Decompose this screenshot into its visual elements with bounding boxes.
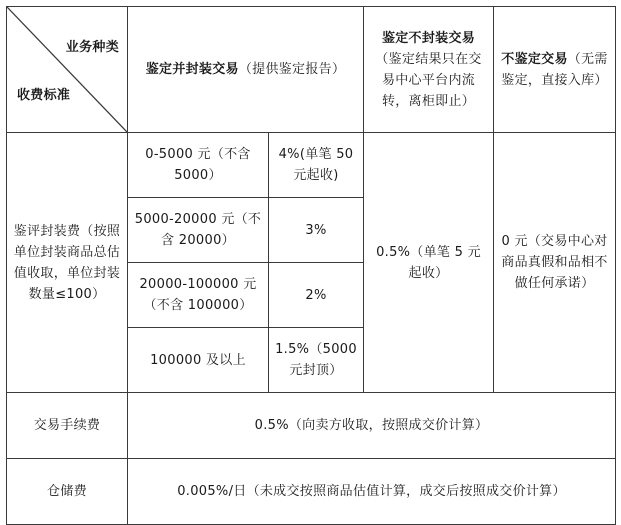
appraisal-fee-label: 鉴评封装费（按照单位封装商品总估值收取，单位封装数量≤100）: [7, 133, 128, 393]
tier-rate: 4%(单笔 50 元起收): [269, 133, 364, 198]
header-no-appraisal-title: 不鉴定交易: [501, 51, 568, 67]
header-row: [7, 7, 616, 133]
header-no-seal-trade-note: （鉴定结果只在交易中心平台内流转，离柜即止）: [375, 51, 482, 109]
storage-fee-label: 仓储费: [7, 459, 128, 525]
header-no-seal-trade-title: 鉴定不封装交易: [381, 30, 476, 46]
corner-top-label: 业务种类: [65, 40, 119, 55]
storage-fee-value: 0.005%/日（未成交按照商品估值计算，成交后按照成交价计算）: [128, 459, 616, 525]
table-row: [7, 459, 616, 525]
tier-rate: 3%: [269, 198, 364, 263]
header-seal-trade-title: 鉴定并封装交易: [145, 62, 239, 77]
header-no-appraisal-trade: [494, 7, 616, 133]
header-no-appraisal-note: （无需鉴定，直接入库）: [501, 51, 608, 88]
tier-range: 0-5000 元（不含 5000）: [128, 133, 269, 198]
table-row: [7, 393, 616, 459]
table-row: [7, 133, 616, 198]
tier-rate: 2%: [269, 263, 364, 328]
transaction-fee-value: 0.5%（向卖方收取，按照成交价计算）: [128, 393, 616, 459]
transaction-fee-label: 交易手续费: [7, 393, 128, 459]
corner-bottom-label: 收费标准: [17, 88, 71, 103]
tier-range: 20000-100000 元（不含 100000）: [128, 263, 269, 328]
header-seal-trade: [128, 7, 364, 133]
no-appraisal-rate: 0 元（交易中心对商品真假和品相不做任何承诺）: [494, 133, 616, 393]
diagonal-divider: [7, 7, 127, 132]
fee-table: [6, 6, 616, 525]
corner-cell: [7, 7, 128, 133]
tier-rate: 1.5%（5000 元封顶）: [269, 328, 364, 393]
header-no-seal-trade: [364, 7, 494, 133]
header-seal-trade-note: （提供鉴定报告）: [238, 62, 346, 77]
no-seal-rate: 0.5%（单笔 5 元起收）: [364, 133, 494, 393]
tier-range: 5000-20000 元（不含 20000）: [128, 198, 269, 263]
tier-range: 100000 及以上: [128, 328, 269, 393]
